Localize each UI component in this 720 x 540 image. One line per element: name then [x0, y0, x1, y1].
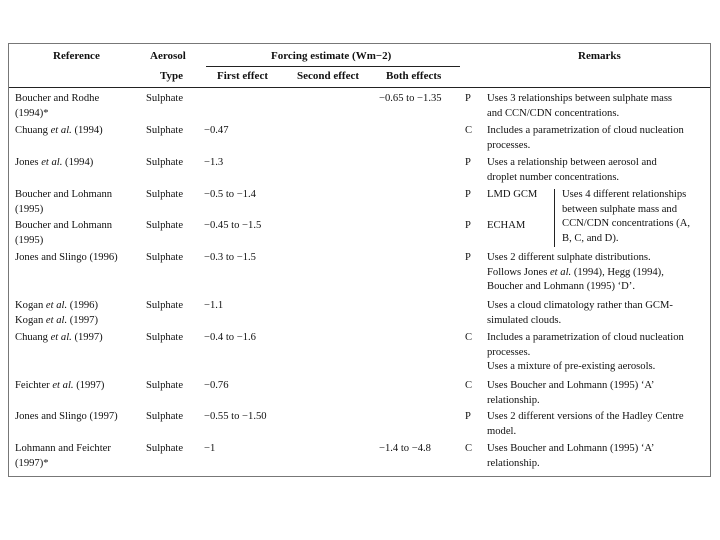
row-7-code: C — [465, 332, 473, 343]
shared-remark-bracket — [554, 189, 555, 247]
row-7-remarks: Includes a parametrization of cloud nucleation processes. Uses a mixture of pre-existing aerosols. — [487, 332, 684, 372]
row-4-model: ECHAM — [487, 220, 526, 231]
row-4-aerosol: Sulphate — [146, 220, 184, 231]
header-remarks: Remarks — [578, 50, 621, 62]
row-10-aerosol: Sulphate — [146, 443, 184, 454]
row-0-both-effects: −0.65 to −1.35 — [379, 93, 442, 104]
header-forcing-estimate: Forcing estimate (Wm−2) — [271, 50, 392, 62]
row-6-reference: Kogan et al. (1996) Kogan et al. (1997) — [15, 300, 98, 326]
row-10-code: C — [465, 443, 473, 454]
shared-remark: Uses 4 different relationships between sulphate mass and CCN/CDN concentrations (A, B, C, and D). — [562, 189, 690, 244]
header-rule — [9, 87, 710, 88]
row-0-reference: Boucher and Rodhe (1994)* — [15, 93, 100, 119]
header-reference: Reference — [53, 50, 100, 62]
row-9-code: P — [465, 411, 471, 422]
forcing-underline — [206, 66, 460, 67]
row-8-first-effect: −0.76 — [204, 380, 229, 391]
row-9-reference: Jones and Slingo (1997) — [15, 411, 118, 422]
row-10-reference: Lohmann and Feichter (1997)* — [15, 443, 111, 469]
row-5-first-effect: −0.3 to −1.5 — [204, 252, 256, 263]
row-10-remarks: Uses Boucher and Lohmann (1995) ‘A’ relationship. — [487, 443, 655, 469]
row-7-reference: Chuang et al. (1997) — [15, 332, 103, 343]
row-2-first-effect: −1.3 — [204, 157, 224, 168]
row-8-reference: Feichter et al. (1997) — [15, 380, 105, 391]
header-second-effect: Second effect — [297, 70, 360, 82]
row-2-reference: Jones et al. (1994) — [15, 157, 94, 168]
row-3-first-effect: −0.5 to −1.4 — [204, 189, 256, 200]
row-3-reference: Boucher and Lohmann (1995) — [15, 189, 113, 215]
row-5-aerosol: Sulphate — [146, 252, 184, 263]
row-8-remarks: Uses Boucher and Lohmann (1995) ‘A’ relationship. — [487, 380, 655, 406]
row-6-remarks: Uses a cloud climatology rather than GCM- simulated clouds. — [487, 300, 673, 326]
header-first-effect: First effect — [217, 70, 268, 82]
row-2-aerosol: Sulphate — [146, 157, 184, 168]
row-5-reference: Jones and Slingo (1996) — [15, 252, 118, 263]
row-1-reference: Chuang et al. (1994) — [15, 125, 103, 136]
row-1-first-effect: −0.47 — [204, 125, 229, 136]
row-6-first-effect: −1.1 — [204, 300, 224, 311]
row-0-aerosol: Sulphate — [146, 93, 184, 104]
row-1-remarks: Includes a parametrization of cloud nucleation processes. — [487, 125, 684, 151]
row-5-remarks: Uses 2 different sulphate distributions. Follows Jones et al. (1994), Hegg (1994), Boucher and Lohmann (1995) ‘D’. — [487, 252, 664, 292]
row-10-first-effect: −1 — [204, 443, 216, 454]
row-3-code: P — [465, 189, 471, 200]
row-2-remarks: Uses a relationship between aerosol and droplet number concentrations. — [487, 157, 657, 183]
header-aerosol: Aerosol — [150, 50, 186, 62]
row-3-aerosol: Sulphate — [146, 189, 184, 200]
row-0-code: P — [465, 93, 471, 104]
row-4-code: P — [465, 220, 471, 231]
row-1-aerosol: Sulphate — [146, 125, 184, 136]
row-4-first-effect: −0.45 to −1.5 — [204, 220, 262, 231]
row-5-code: P — [465, 252, 471, 263]
row-7-first-effect: −0.4 to −1.6 — [204, 332, 256, 343]
row-10-both-effects: −1.4 to −4.8 — [379, 443, 431, 454]
header-type: Type — [160, 70, 184, 82]
row-7-aerosol: Sulphate — [146, 332, 184, 343]
table-frame — [8, 43, 711, 477]
header-both-effects: Both effects — [386, 70, 442, 82]
row-8-aerosol: Sulphate — [146, 380, 184, 391]
row-2-code: P — [465, 157, 471, 168]
row-4-reference: Boucher and Lohmann (1995) — [15, 220, 113, 246]
row-9-remarks: Uses 2 different versions of the Hadley Centre model. — [487, 411, 684, 437]
row-8-code: C — [465, 380, 473, 391]
row-0-remarks: Uses 3 relationships between sulphate mass and CCN/CDN concentrations. — [487, 93, 673, 119]
row-1-code: C — [465, 125, 473, 136]
row-3-model: LMD GCM — [487, 189, 538, 200]
row-6-aerosol: Sulphate — [146, 300, 184, 311]
row-9-aerosol: Sulphate — [146, 411, 184, 422]
row-9-first-effect: −0.55 to −1.50 — [204, 411, 267, 422]
